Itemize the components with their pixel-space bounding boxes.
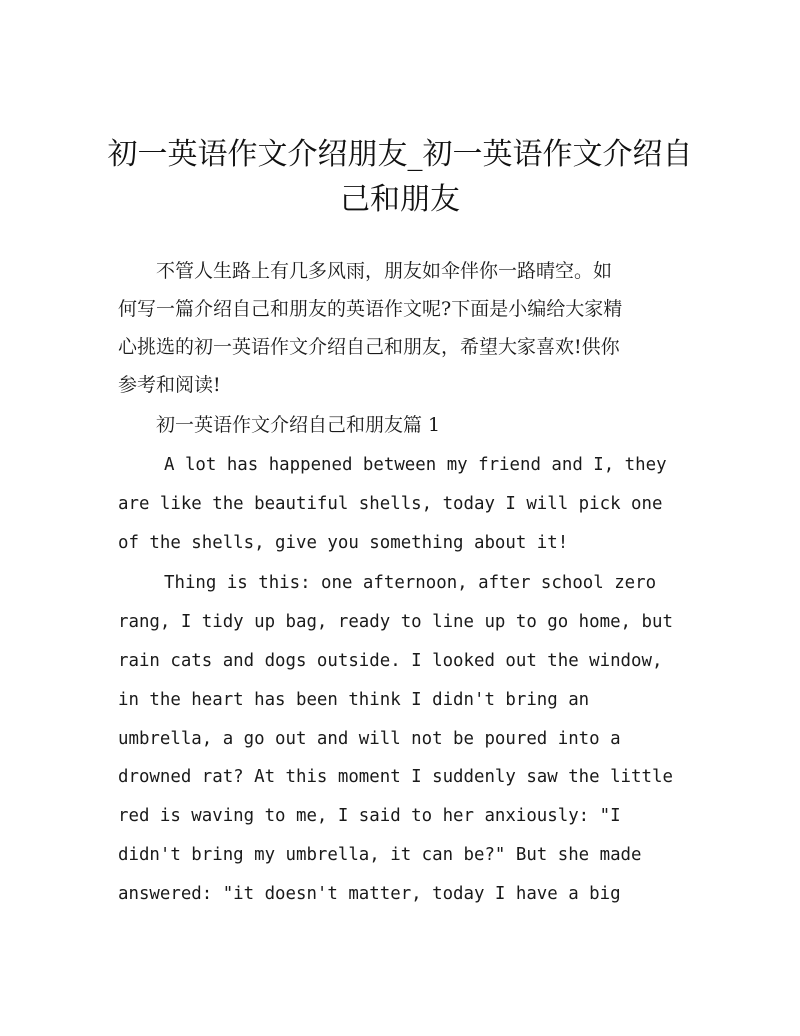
- para2-line-4: in the heart has been think I didn't bring an: [118, 689, 590, 710]
- intro-paragraph: [118, 252, 678, 404]
- para2-line-3: rain cats and dogs outside. I looked out the window,: [118, 650, 663, 671]
- para1-line-3: of the shells, give you something about it!: [118, 532, 569, 553]
- intro-line-3: 心挑选的初一英语作文介绍自己和朋友，希望大家喜欢!供你: [118, 336, 620, 358]
- para2-line-8: didn't bring my umbrella, it can be?" But she made: [118, 844, 642, 865]
- para2-line-7: red is waving to me, I said to her anxiously: "I: [118, 806, 621, 827]
- intro-line-1: 不管人生路上有几多风雨，朋友如伞伴你一路晴空。如: [156, 260, 613, 282]
- para1-line-2: are like the beautiful shells, today I will pick one: [118, 493, 663, 514]
- intro-line-4: 参考和阅读!: [118, 374, 221, 396]
- section-heading: 初一英语作文介绍自己和朋友篇 1: [156, 414, 441, 436]
- intro-line-2: 何写一篇介绍自己和朋友的英语作文呢?下面是小编给大家精: [118, 298, 623, 320]
- paragraph-2: [118, 562, 678, 913]
- title-line-1: 初一英语作文介绍朋友_初一英语作文介绍自: [107, 137, 693, 172]
- para2-line-5: umbrella, a go out and will not be poured into a: [118, 728, 621, 749]
- paragraph-1: [118, 444, 678, 562]
- para2-line-9: answered: "it doesn't matter, today I have a big: [118, 883, 621, 904]
- document-title: [100, 132, 700, 222]
- document-body: [118, 252, 678, 914]
- para2-line-1: Thing is this: one afternoon, after school zero: [164, 573, 657, 594]
- para2-line-6: drowned rat? At this moment I suddenly saw the little: [118, 767, 673, 788]
- para2-line-2: rang, I tidy up bag, ready to line up to go home, but: [118, 612, 673, 633]
- para1-line-1: A lot has happened between my friend and I, they: [164, 455, 667, 475]
- title-line-2: 己和朋友: [340, 182, 460, 217]
